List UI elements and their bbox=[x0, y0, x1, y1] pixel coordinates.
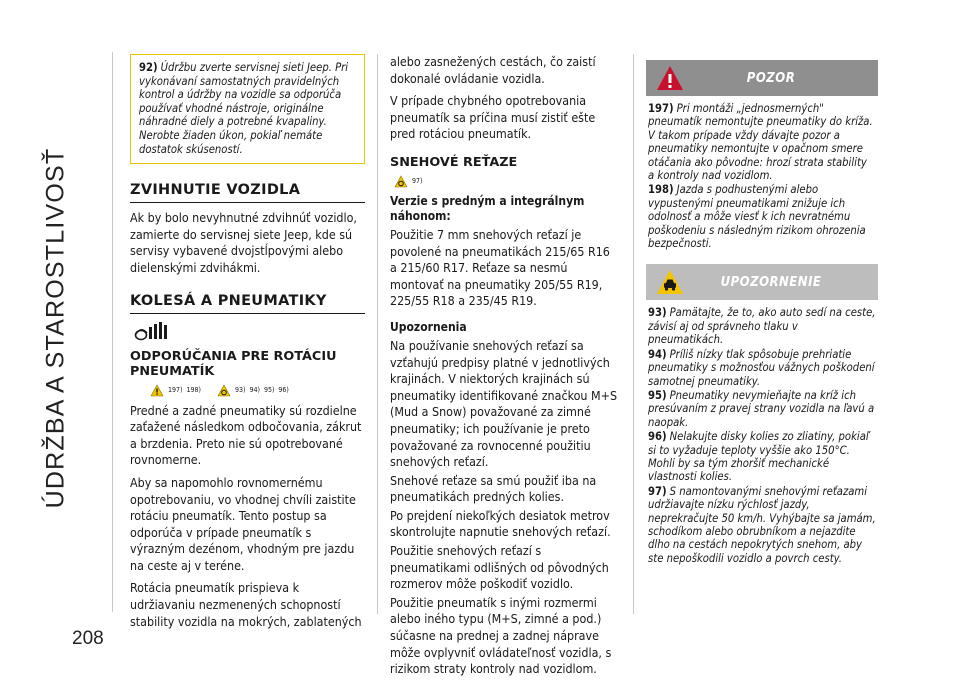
rotation-paragraph: Predné a zadné pneumatiky sú rozdielne zaťažené následkom odbočovania, zákrut a brzdenia. Preto nie sú opotrebované rovnomerne. bbox=[130, 402, 362, 468]
rotation-refs bbox=[150, 384, 365, 397]
ref-label: 94) bbox=[249, 386, 260, 395]
upozornenie-item bbox=[648, 485, 876, 565]
pozor-item bbox=[648, 102, 876, 182]
section-title-jacking: ZVIHNUTIE VOZIDLA bbox=[130, 182, 365, 203]
ref-label: 95) bbox=[263, 386, 275, 395]
item-text: Pneumatiky nevymieňajte na kríž ich presúvaním z pravej strany vozidla na ľavú a naopak. bbox=[648, 388, 875, 429]
warnings-paragraph: Po prejdení niekoľkých desiatok metrov skontrolujte napnutie snehových reťazí. bbox=[390, 507, 611, 540]
continuation-paragraph: alebo zasnežených cestách, čo zaistí dokonalé ovládanie vozidla. bbox=[390, 54, 596, 86]
column-3 bbox=[646, 60, 878, 579]
upozornenie-list bbox=[646, 306, 878, 565]
section-title-wheels: KOLESÁ A PNEUMATIKY bbox=[130, 293, 365, 314]
item-number: 198) bbox=[648, 183, 674, 197]
ref-label: 97) bbox=[412, 177, 423, 186]
pozor-title: POZOR bbox=[746, 70, 796, 86]
upozornenie-item bbox=[648, 430, 876, 484]
upozornenie-item bbox=[648, 389, 876, 429]
column-divider-2 bbox=[633, 54, 634, 614]
side-rule bbox=[112, 52, 113, 612]
warning-triangle-icon bbox=[150, 384, 164, 397]
item-text: Jazda s podhustenými alebo vypustenými pneumatikami znižuje ich odolnosť a môže viesť k ich nevratnému poškodeniu s následným rizikom ohrozenia bezpečnosti. bbox=[648, 183, 866, 251]
warnings-paragraph: Použitie snehových reťazí s pneumatikami odlišných od pôvodných rozmerov môže poškodiť vozidlo. bbox=[390, 543, 609, 592]
note-number: 92) bbox=[139, 61, 158, 74]
ref-label: 198) bbox=[186, 386, 201, 395]
item-number: 94) bbox=[648, 347, 667, 361]
pozor-list bbox=[646, 102, 878, 250]
upozornenie-item bbox=[648, 348, 876, 388]
pozor-item bbox=[648, 183, 876, 250]
item-text: Nelakujte disky kolies zo zliatiny, pokiaľ si to vyžaduje teploty vyššie ako 150°C. Mohli by sa tým zhoršiť mechanické vlastnosti kolies. bbox=[648, 430, 869, 484]
item-number: 197) bbox=[648, 102, 674, 115]
page-number: 208 bbox=[72, 628, 104, 649]
ref-label: 93) bbox=[234, 386, 246, 395]
warning-icon bbox=[656, 65, 684, 91]
snow-chains-refs bbox=[394, 175, 620, 188]
upozornenie-item bbox=[648, 306, 876, 346]
service-note-box bbox=[130, 54, 365, 164]
note-text: Údržbu zverte servisnej sieti Jeep. Pri vykonávaní samostatných pravidelných kontrol a údržby na vozidle sa odporúča používať vhodné nástroje, originálne náhradné diely a potrebné kvapaliny. Nerobte žiaden úkon, pokiaľ nemáte dostatok skúseností. bbox=[139, 61, 349, 156]
warnings-paragraph: Snehové reťaze sa smú použiť iba na pneumatikách predných kolies. bbox=[390, 472, 597, 505]
rotation-paragraph: Aby sa napomohlo rovnomernému opotrebovaniu, vo vhodnej chvíli zaistite rotáciu pneumatík. Tento postup sa odporúča v prípade pneumatík s výrazným dezénom, vhodným pre jazdu na ceste aj v teréne. bbox=[130, 474, 356, 573]
front-drive-text: Použitie 7 mm snehových reťazí je povolené na pneumatikách 215/65 R16 a 215/60 R17. Reťaze sa nesmú montovať na pneumatiky 205/55 R19, 225/55 R18 a 235/45 R19. bbox=[390, 226, 610, 309]
caution-triangle-icon bbox=[394, 175, 408, 188]
car-caution-icon bbox=[656, 269, 684, 295]
side-title: ÚDRŽBA A STAROSTLIVOSŤ bbox=[41, 147, 70, 509]
warnings-paragraph: Použitie pneumatík s inými rozmermi alebo iného typu (M+S, zimné a pod.) súčasne na prednej a zadnej náprave môže ovplyvniť ovládateľnosť vozidla, s rizikom straty kontroly nad vozidlom. bbox=[390, 594, 612, 677]
column-2 bbox=[390, 54, 620, 680]
pozor-header bbox=[646, 60, 878, 96]
column-divider-1 bbox=[377, 54, 378, 614]
item-number: 97) bbox=[648, 484, 667, 498]
item-text: Príliš nízky tlak spôsobuje prehriatie pneumatiky s možnosťou vážnych poškodení samotnej pneumatiky. bbox=[648, 347, 875, 388]
item-text: S namontovanými snehovými reťazami udržiavajte nízku rýchlosť jazdy, neprekračujte 50 km/h. Vyhýbajte sa jamám, schodíkom alebo obrubníkom a nejazdite dlho na cestách nepokrytých snehom, aby ste nepoškodili vozidlo a povrch cesty. bbox=[648, 484, 876, 565]
ref-label: 197) bbox=[168, 386, 183, 395]
item-number: 96) bbox=[648, 430, 667, 444]
upozornenie-title: UPOZORNENIE bbox=[720, 274, 822, 290]
jacking-text: Ak by bolo nevyhnutné zdvihnúť vozidlo, zamierte do servisnej siete Jeep, kde sú servisy vybavené dvojstĺpovými alebo dielenskými zdvihákmi. bbox=[130, 210, 357, 275]
tire-info-icon bbox=[134, 321, 365, 341]
item-number: 93) bbox=[648, 306, 667, 320]
item-number: 95) bbox=[648, 388, 667, 402]
warnings-paragraph: Na používanie snehových reťazí sa vzťahujú predpisy platné v jednotlivých krajinách. V niektorých krajinách sú pneumatiky identifikované značkou M+S (Mud a Snow) považované za zimné pneumatiky; ich používanie je preto považované za rovnocenné použitiu snehových reťazí. bbox=[390, 337, 618, 470]
subsection-title-snow-chains: SNEHOVÉ REŤAZE bbox=[390, 154, 518, 170]
item-text: Pri montáži „jednosmerných" pneumatík nemontujte pneumatiky do kríža. V takom prípade vždy dávajte pozor a pneumatiky nemontujte v opačnom smere otáčania ako pôvodne: hrozí strata stability a kontroly nad vozidlom. bbox=[648, 102, 873, 183]
rotation-paragraph: Rotácia pneumatík prispieva k udržiavaniu nezmenených schopností stability vozidla na mokrých, zablatených bbox=[130, 580, 362, 629]
continuation-paragraph: V prípade chybného opotrebovania pneumatík sa príčina musí zistiť ešte pred rotáciou pneumatík. bbox=[390, 93, 596, 142]
caution-triangle-icon bbox=[217, 384, 231, 397]
column-1 bbox=[130, 54, 365, 636]
item-text: Pamätajte, že to, ako auto sedí na ceste, závisí aj od správneho tlaku v pneumatikách. bbox=[648, 306, 876, 347]
front-drive-heading: Verzie s predným a integrálnym náhonom: bbox=[390, 193, 585, 223]
ref-label: 96) bbox=[278, 386, 289, 395]
subsection-title-rotation: ODPORÚČANIA PRE ROTÁCIU PNEUMATÍK bbox=[130, 348, 337, 379]
upozornenie-header bbox=[646, 264, 878, 300]
warnings-heading: Upozornenia bbox=[390, 319, 467, 334]
